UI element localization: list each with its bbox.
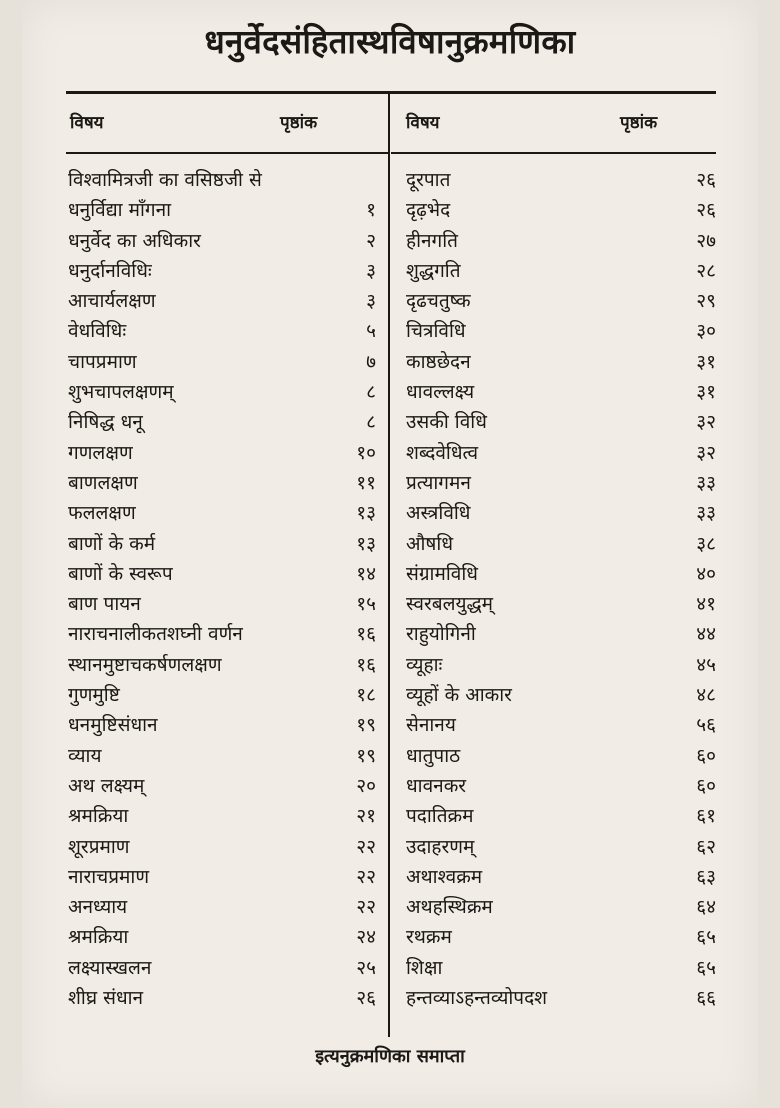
table-row: [22, 619, 758, 649]
right-page-cell: ५६: [696, 714, 716, 737]
table-row: [22, 983, 758, 1013]
right-subject-cell: काष्ठछेदन: [406, 350, 471, 373]
left-subject-cell: गुणमुष्टि: [68, 684, 120, 707]
left-page-cell: २१: [356, 805, 376, 828]
table-row: [22, 468, 758, 498]
left-page-cell: १८: [356, 684, 376, 707]
book-page: [22, 0, 758, 1108]
left-subject-cell: चापप्रमाण: [68, 350, 137, 373]
right-page-cell: ३८: [696, 532, 716, 555]
left-subject-cell: धनुर्दानविधिः: [68, 259, 152, 282]
left-subject-cell: शुभचापलक्षणम्: [68, 381, 174, 404]
right-subject-cell: अथहस्थिक्रम: [406, 896, 493, 919]
left-page-cell: १६: [356, 623, 376, 646]
right-page-cell: २८: [696, 259, 716, 282]
left-page-cell: २६: [356, 987, 376, 1010]
table-row: [22, 892, 758, 922]
right-subject-cell: स्वरबलयुद्धम्: [406, 593, 494, 616]
right-page-cell: २६: [696, 199, 716, 222]
table-row: [22, 195, 758, 225]
left-page-cell: २: [366, 229, 376, 252]
right-page-cell: ६२: [696, 835, 716, 858]
right-page-cell: ३२: [696, 441, 716, 464]
left-subject-cell: लक्ष्यास्खलन: [68, 956, 152, 979]
left-page-cell: १०: [356, 441, 376, 464]
right-page-cell: ४४: [696, 623, 716, 646]
right-page-cell: ४५: [696, 653, 716, 676]
left-page-cell: ३: [366, 290, 376, 313]
table-row: [22, 589, 758, 619]
left-page-cell: ८: [366, 381, 376, 404]
right-page-cell: ३१: [696, 381, 716, 404]
right-subject-cell: दृढचतुष्क: [406, 290, 471, 313]
right-page-cell: ६०: [696, 744, 716, 767]
left-subject-cell: शीघ्र संधान: [68, 987, 144, 1010]
right-subject-cell: उदाहरणम्: [406, 835, 475, 858]
right-page-cell: ३२: [696, 411, 716, 434]
left-page-cell: ११: [356, 471, 376, 494]
left-subject-cell: विश्वामित्रजी का वसिष्ठजी से: [68, 169, 262, 191]
right-page-cell: ६४: [696, 896, 716, 919]
right-subject-cell: अथाश्वक्रम: [406, 865, 483, 888]
table-row: [22, 650, 758, 680]
right-page-cell: ६१: [696, 805, 716, 828]
header-rule-left: [66, 152, 388, 154]
contents-list: [22, 165, 758, 1013]
right-subject-cell: हन्तव्याऽहन्तव्योपदश: [406, 987, 548, 1010]
header-rule-right: [391, 152, 716, 154]
table-row: [22, 953, 758, 983]
left-subject-cell: बाणों के स्वरूप: [68, 562, 173, 585]
table-row: [22, 862, 758, 892]
left-subject-cell: श्रमक्रिया: [68, 926, 129, 949]
table-row: [22, 226, 758, 256]
left-subject-cell: फललक्षण: [68, 502, 136, 525]
left-page-cell: १५: [356, 593, 376, 616]
left-subject-cell: वेधविधिः: [68, 320, 127, 343]
left-subject-cell: धनुर्वेद का अधिकार: [68, 229, 201, 252]
page-title: धनुर्वेदसंहितास्थविषानुक्रमणिका: [204, 22, 576, 61]
right-page-cell: ६०: [696, 774, 716, 797]
right-page-cell: ६५: [696, 926, 716, 949]
table-row: [22, 922, 758, 952]
table-row: [22, 529, 758, 559]
left-subject-header: विषय: [70, 113, 104, 133]
left-subject-cell: स्थानमुष्टाचकर्षणलक्षण: [68, 653, 222, 676]
table-row: [22, 377, 758, 407]
right-subject-cell: दृढ़भेद: [406, 199, 451, 222]
left-page-cell: १९: [356, 714, 376, 737]
right-subject-cell: रथक्रम: [406, 926, 452, 949]
left-page-cell: २०: [356, 774, 376, 797]
right-subject-cell: व्यूहों के आकार: [406, 684, 512, 707]
left-page-cell: ८: [366, 411, 376, 434]
left-page-cell: १४: [356, 562, 376, 585]
right-page-cell: ४८: [696, 684, 716, 707]
left-subject-cell: श्रमक्रिया: [68, 805, 129, 828]
right-subject-cell: चित्रविधि: [406, 320, 466, 343]
left-subject-cell: शूरप्रमाण: [68, 835, 130, 858]
right-subject-cell: पदातिक्रम: [406, 805, 474, 828]
left-page-cell: १६: [356, 653, 376, 676]
left-page-cell: २२: [356, 865, 376, 888]
left-subject-cell: अथ लक्ष्यम्: [68, 774, 145, 797]
left-page-cell: २५: [356, 956, 376, 979]
top-rule: [66, 91, 716, 94]
right-page-cell: २९: [696, 290, 716, 313]
right-page-cell: ६६: [696, 987, 716, 1010]
left-subject-cell: बाणों के कर्म: [68, 532, 156, 555]
right-subject-cell: सेनानय: [406, 714, 456, 737]
table-row: [22, 710, 758, 740]
table-row: [22, 832, 758, 862]
left-page-cell: २२: [356, 835, 376, 858]
table-row: [22, 347, 758, 377]
left-subject-cell: अनध्याय: [68, 896, 128, 919]
left-subject-cell: गणलक्षण: [68, 441, 133, 464]
right-subject-header: विषय: [406, 113, 440, 133]
table-row: [22, 256, 758, 286]
table-row: [22, 498, 758, 528]
left-subject-cell: बाण पायन: [68, 593, 141, 616]
right-subject-cell: शिक्षा: [406, 956, 443, 979]
closing-line: इत्यनुक्रमणिका समाप्ता: [315, 1046, 465, 1067]
right-page-cell: २७: [696, 229, 716, 252]
table-row: [22, 559, 758, 589]
right-subject-cell: राहुयोगिनी: [406, 623, 476, 646]
right-subject-cell: धातुपाठ: [406, 744, 461, 767]
table-row: [22, 407, 758, 437]
left-page-cell: ५: [366, 320, 376, 343]
left-subject-cell: निषिद्ध धनू: [68, 411, 143, 434]
table-row: [22, 316, 758, 346]
right-subject-cell: हीनगति: [406, 229, 459, 252]
left-page-cell: १: [366, 199, 376, 222]
left-page-cell: २४: [356, 926, 376, 949]
left-page-header: पृष्ठांक: [280, 113, 318, 133]
right-subject-cell: शब्दवेधित्व: [406, 441, 479, 464]
left-subject-cell: नाराचप्रमाण: [68, 865, 150, 888]
left-page-cell: ७: [366, 350, 376, 373]
table-row: [22, 801, 758, 831]
right-page-cell: ३०: [696, 320, 716, 343]
right-page-cell: ६५: [696, 956, 716, 979]
right-subject-cell: संग्रामविधि: [406, 562, 478, 585]
left-subject-cell: बाणलक्षण: [68, 471, 138, 494]
right-page-cell: २६: [696, 169, 716, 191]
table-row: [22, 771, 758, 801]
table-row: [22, 680, 758, 710]
table-row: [22, 741, 758, 771]
left-subject-cell: धनमुष्टिसंधान: [68, 714, 158, 737]
table-row: [22, 438, 758, 468]
left-page-cell: १३: [356, 532, 376, 555]
right-page-cell: ३३: [696, 502, 716, 525]
left-subject-cell: व्याय: [68, 744, 102, 767]
left-subject-cell: धनुर्विद्या माँगना: [68, 199, 172, 222]
left-subject-cell: नाराचनालीकतशघ्नी वर्णन: [68, 623, 243, 646]
right-subject-cell: अस्त्रविधि: [406, 502, 471, 525]
right-page-cell: ४१: [696, 593, 716, 616]
table-row: [22, 286, 758, 316]
right-subject-cell: दूरपात: [406, 169, 451, 191]
right-page-header: पृष्ठांक: [620, 113, 658, 133]
right-page-cell: ३३: [696, 471, 716, 494]
left-page-cell: ३: [366, 259, 376, 282]
right-subject-cell: धावल्लक्ष्य: [406, 381, 475, 404]
left-page-cell: १३: [356, 502, 376, 525]
left-subject-cell: आचार्यलक्षण: [68, 290, 156, 313]
left-page-cell: २२: [356, 896, 376, 919]
right-page-cell: ६३: [696, 865, 716, 888]
right-page-cell: ३१: [696, 350, 716, 373]
right-subject-cell: औषधि: [406, 532, 454, 555]
right-subject-cell: उसकी विधि: [406, 411, 487, 434]
table-row: [22, 165, 758, 195]
right-subject-cell: व्यूहाः: [406, 653, 443, 676]
right-subject-cell: शुद्धगति: [406, 259, 461, 282]
right-page-cell: ४०: [696, 562, 716, 585]
right-subject-cell: प्रत्यागमन: [406, 471, 471, 494]
left-page-cell: १९: [356, 744, 376, 767]
right-subject-cell: धावनकर: [406, 774, 467, 797]
